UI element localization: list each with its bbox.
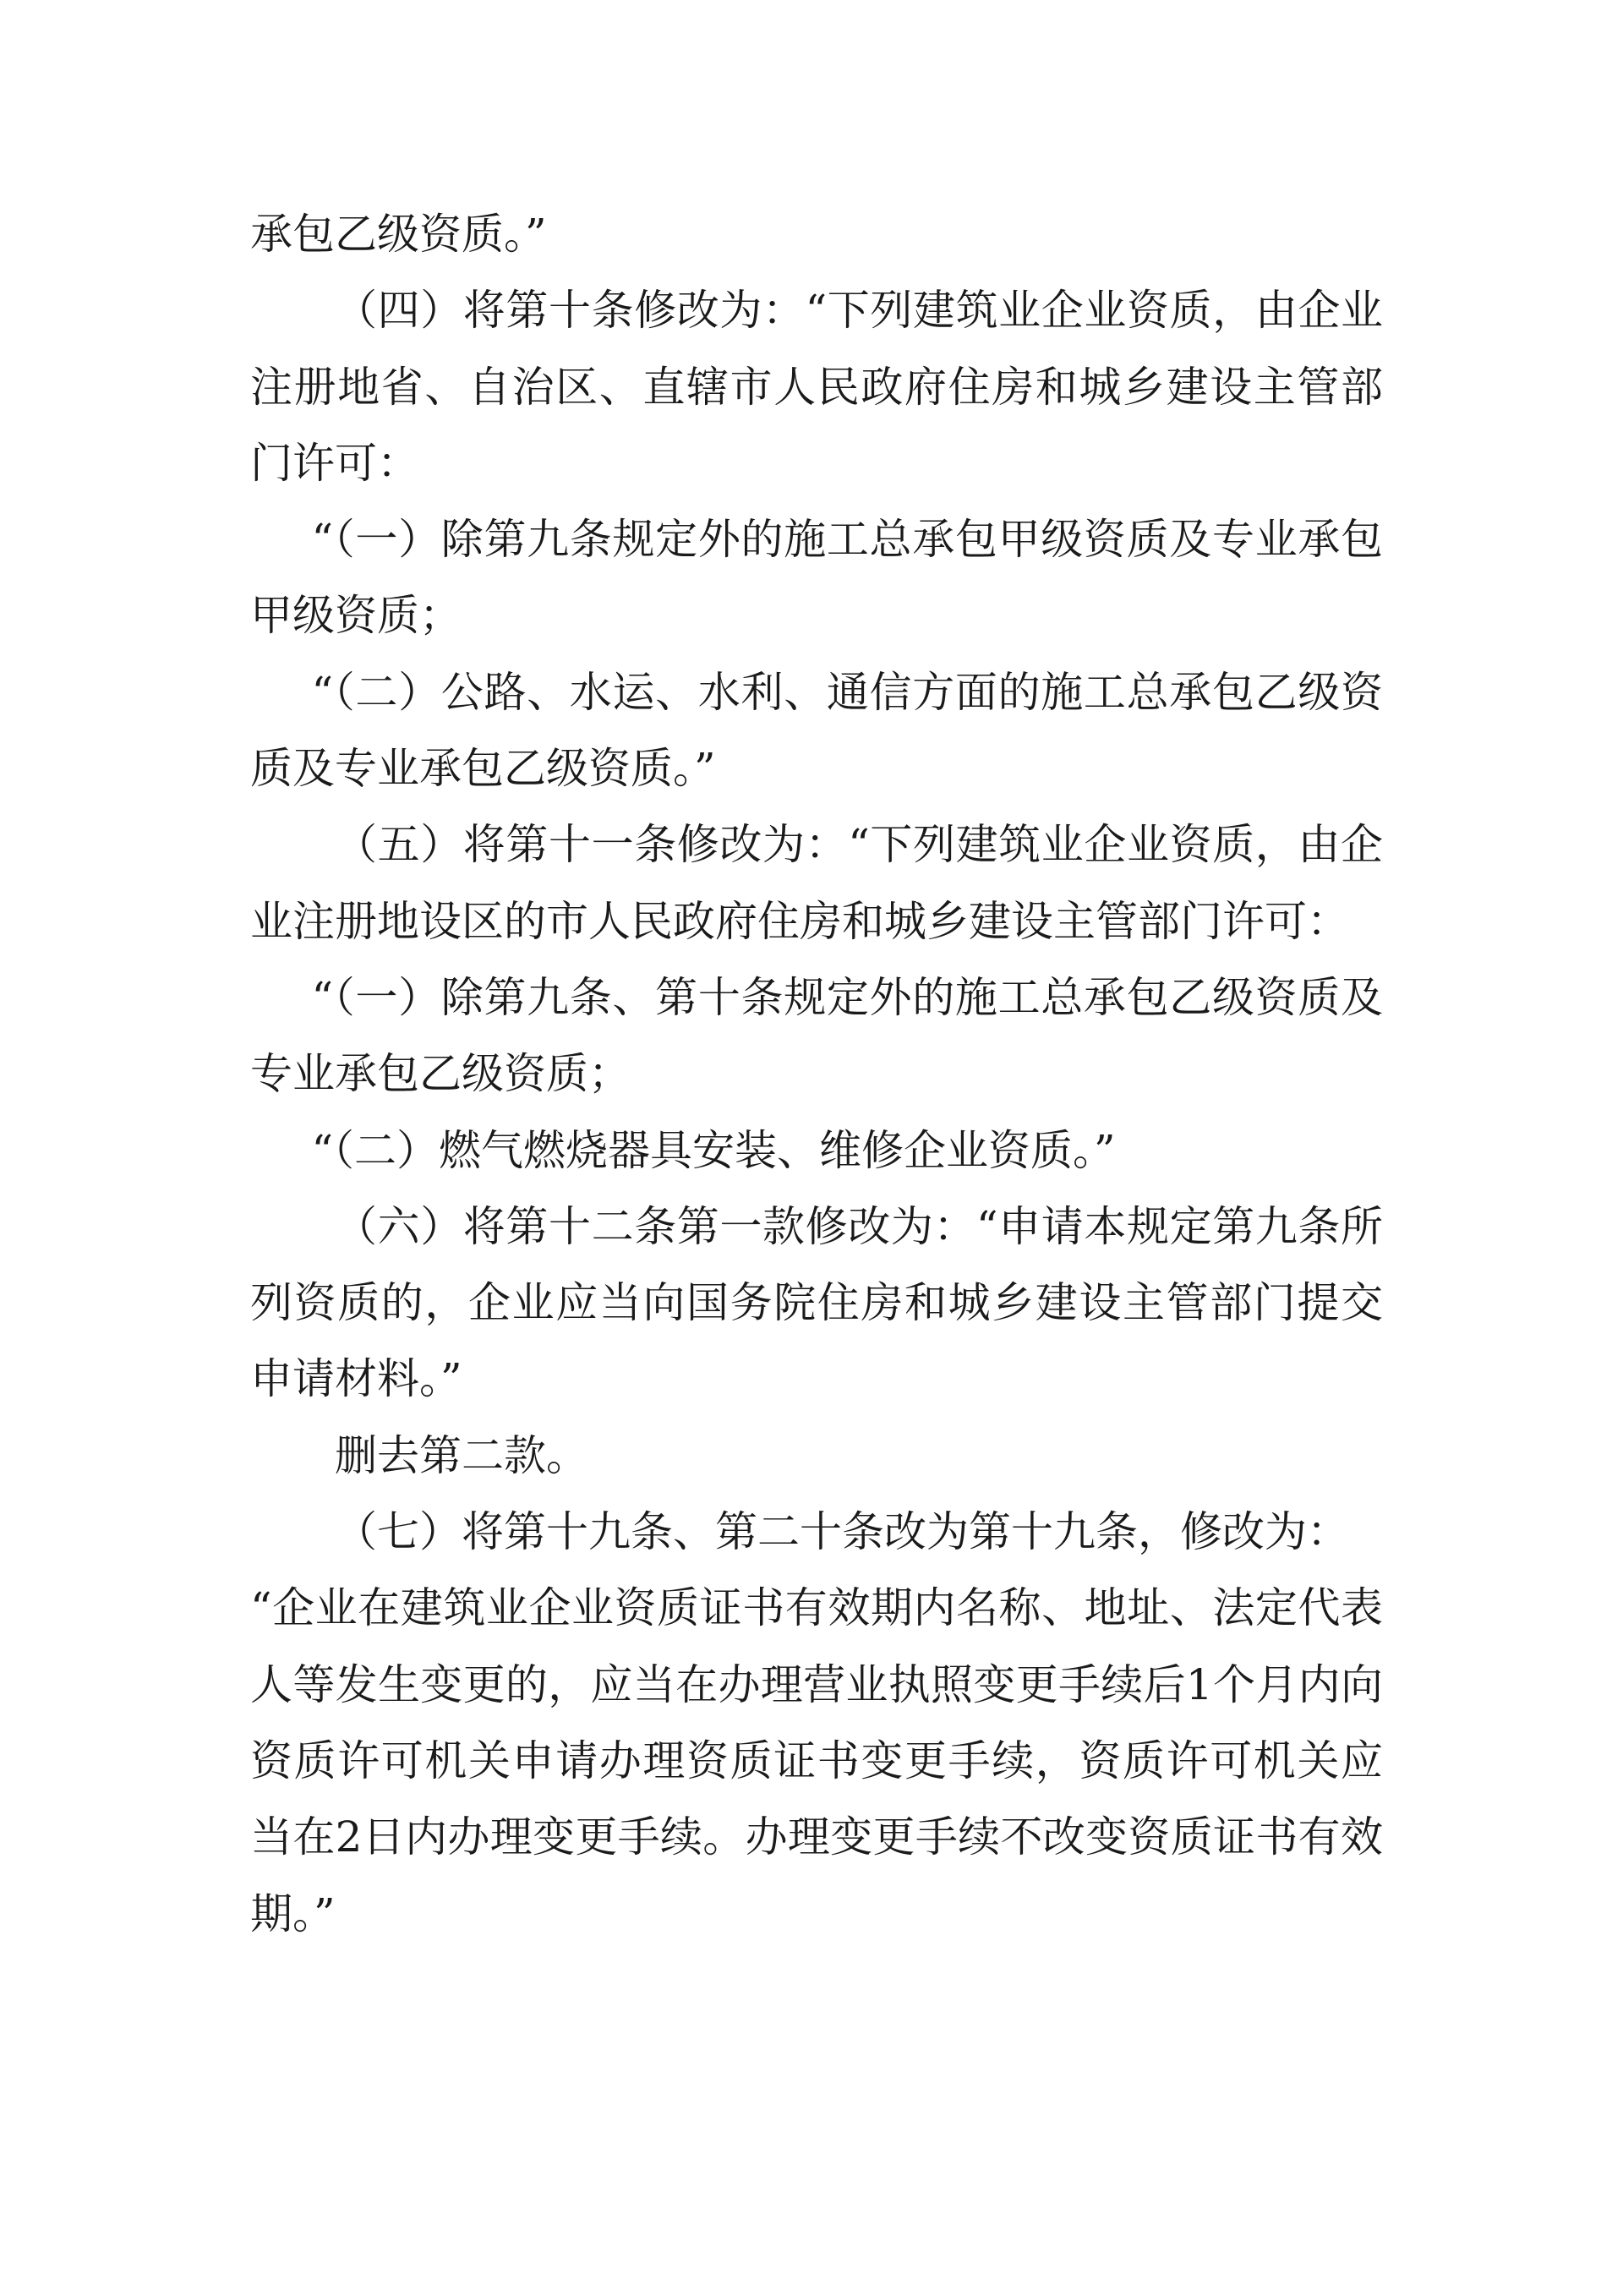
- paragraph-item-4-sub-1: “（一）除第九条规定外的施工总承包甲级资质及专业承包甲级资质；: [250, 515, 1383, 641]
- paragraph-delete-clause: 删去第二款。: [335, 1430, 588, 1480]
- paragraph-continuation: 承包乙级资质。”: [250, 210, 547, 259]
- paragraph-item-5-sub-2: “（二）燃气燃烧器具安装、维修企业资质。”: [311, 1125, 1116, 1175]
- paragraph-item-5-sub-1: “（一）除第九条、第十条规定外的施工总承包乙级资质及专业承包乙级资质；: [250, 972, 1383, 1099]
- paragraph-item-4-sub-2: “（二）公路、水运、水利、通信方面的施工总承包乙级资质及专业承包乙级资质。”: [250, 667, 1383, 794]
- document-body: [250, 196, 1383, 1952]
- paragraph-item-6: （六）将第十二条第一款修改为：“申请本规定第九条所列资质的，企业应当向国务院住房和城乡建设主管部门提交申请材料。”: [250, 1201, 1383, 1404]
- paragraph-item-5: （五）将第十一条修改为：“下列建筑业企业资质，由企业注册地设区的市人民政府住房和城乡建设主管部门许可：: [250, 820, 1383, 946]
- paragraph-item-7-quote: “企业在建筑业企业资质证书有效期内名称、地址、法定代表人等发生变更的，应当在办理营业执照变更手续后1个月内向资质许可机关申请办理资质证书变更手续，资质许可机关应当在2日内办理变更手续。办理变更手续不改变资质证书有效期。”: [250, 1583, 1383, 1938]
- paragraph-item-4: （四）将第十条修改为：“下列建筑业企业资质，由企业注册地省、自治区、直辖市人民政府住房和城乡建设主管部门许可：: [250, 286, 1383, 488]
- paragraph-item-7: （七）将第十九条、第二十条改为第十九条，修改为：: [335, 1507, 1349, 1557]
